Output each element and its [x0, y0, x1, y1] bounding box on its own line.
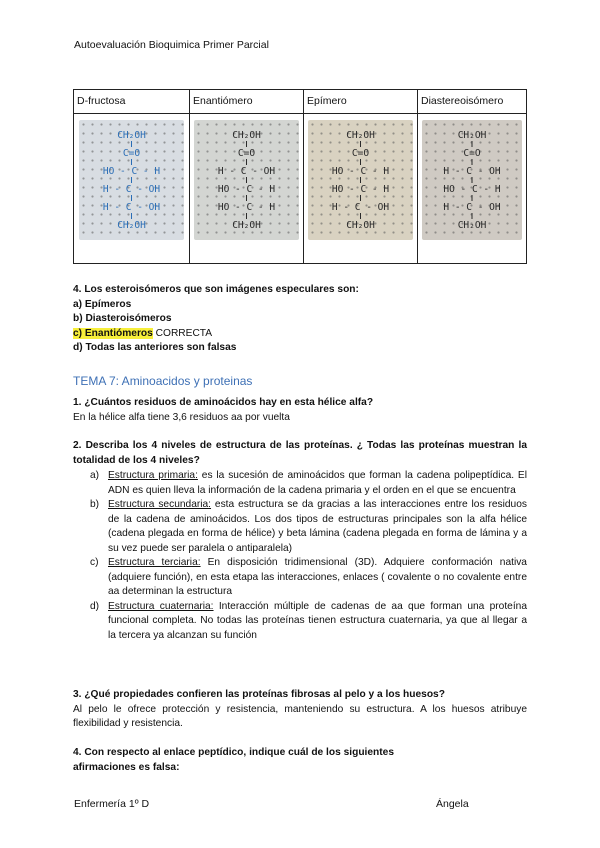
table-header-cell: Diastereoisómero — [418, 90, 527, 114]
structure-line: CH₂OH — [457, 130, 487, 141]
table-header-cell: Enantiómero — [190, 90, 304, 114]
structure-line: H - C - OH — [443, 202, 501, 213]
option-d: d) Todas las anteriores son falsas — [73, 342, 237, 353]
question-1 — [73, 396, 527, 425]
structure-line: HO - C - H — [217, 184, 276, 195]
table-image-cell — [418, 114, 527, 264]
diastereoisomer-structure-photo — [422, 120, 522, 240]
list-text: esta estructura se da gracias a las interacciones entre los residuos de la cadena de aminoácidos. Los dos tipos de estructuras principales son la alfa hélice (cadena plegada en forma de hélice) y beta lámina (cadena plegada en forma de lámina y a su vez puede ser paralela o antiparalela) — [108, 499, 527, 554]
structure-line: CH₂OH — [346, 130, 375, 141]
option-c: c) Enantiómeros — [73, 327, 153, 339]
structure-line: CH₂OH — [232, 130, 261, 141]
structure-line: CH₂OH — [457, 220, 487, 231]
list-marker: d) — [90, 600, 100, 612]
section-title: TEMA 7: Aminoacidos y proteinas — [73, 374, 253, 388]
list-term: Estructura primaria: — [108, 470, 198, 481]
list-term: Estructura cuaternaria: — [108, 600, 214, 612]
list-item — [90, 498, 527, 556]
question-text: 1. ¿Cuántos residuos de aminoácidos hay en esta hélice alfa? — [73, 397, 374, 408]
structure-line: HO - C - H — [102, 166, 161, 177]
structure-line: C=O — [351, 148, 370, 159]
list-text: Interacción múltiple de cadenas de aa que forman una proteína funcional completa. No todas las proteínas tienen estructura cuaternaria, ya que al llegar a la tercera ya alcanzan su función — [108, 600, 527, 641]
option-b: b) Diasteroisómeros — [73, 313, 172, 324]
table-image-cell — [74, 114, 190, 264]
list-text: es la sucesión de aminoácidos que forman la cadena polipeptídica. El ADN es quien lleva la información de la cadena primaria y el orden en el que se encuentra — [108, 470, 527, 496]
question-text-line: 4. Con respecto al enlace peptídico, indique cuál de los siguientes — [73, 747, 394, 758]
structure-line: CH₂OH — [232, 220, 261, 231]
table-image-cell — [304, 114, 418, 264]
question-text: 4. Los esteroisómeros que son imágenes especulares son: — [73, 284, 359, 295]
structure-line: H - C - OH — [102, 202, 161, 213]
list-item — [90, 469, 527, 498]
structure-drawing — [422, 120, 522, 240]
structure-levels-list — [90, 469, 527, 643]
isomer-table — [73, 89, 527, 264]
footer-course: Enfermería 1º D — [74, 798, 150, 810]
structure-line: H - C - OH — [102, 184, 161, 195]
structure-drawing — [79, 120, 184, 240]
correct-tag: CORRECTA — [152, 327, 213, 339]
structure-line: CH₂OH — [346, 220, 375, 231]
structure-line: CH₂OH — [117, 220, 146, 231]
table-image-cell — [190, 114, 304, 264]
list-term: Estructura terciaria: — [108, 557, 201, 568]
structure-line: HO - C - H — [443, 184, 501, 195]
structure-line: C=O — [463, 148, 481, 159]
list-marker: c) — [90, 557, 99, 568]
structure-line: H - C - OH — [217, 166, 276, 177]
structure-line: HO - C - H — [331, 184, 390, 195]
structure-line: H - C - OH — [443, 166, 501, 177]
list-item — [90, 600, 527, 644]
epimer-structure-photo — [308, 120, 413, 240]
structure-line: CH₂OH — [117, 130, 146, 141]
footer-author: Ángela — [436, 798, 469, 810]
list-marker: b) — [90, 499, 100, 510]
structure-line: HO - C - H — [217, 202, 276, 213]
list-text: En disposición tridimensional (3D). Adquiere conformación nativa (adquiere función), en esta etapa las interacciones, enlaces ( covalente o no covalente entre aa determinan la estructura — [108, 557, 527, 597]
list-term: Estructura secundaria: — [108, 499, 212, 510]
option-c-row — [73, 327, 527, 342]
option-a: a) Epímeros — [73, 298, 132, 310]
question-3 — [73, 688, 527, 732]
structure-line: C=O — [237, 148, 256, 159]
page-header: Autoevaluación Bioquimica Primer Parcial — [74, 39, 269, 51]
structure-line: C=O — [122, 148, 141, 159]
structure-line: H - C - OH — [331, 202, 390, 213]
enantiomer-structure-photo — [194, 120, 299, 240]
answer-text: En la hélice alfa tiene 3,6 residuos aa por vuelta — [73, 411, 290, 423]
question-4-peptide — [73, 746, 527, 775]
question-4-stereoisomers — [73, 283, 527, 356]
table-header-cell: D-fructosa — [74, 90, 190, 114]
structure-drawing — [194, 120, 299, 240]
question-text-line: afirmaciones es falsa: — [73, 761, 180, 773]
question-text: 3. ¿Qué propiedades confieren las proteínas fibrosas al pelo y a los huesos? — [73, 689, 445, 700]
structure-line: HO - C - H — [331, 166, 390, 177]
structure-drawing — [308, 120, 413, 240]
question-2-text: 2. Describa los 4 niveles de estructura de las proteínas. ¿ Todas las proteínas muestran la totalidad de los 4 niveles? — [73, 440, 527, 466]
fructose-structure-photo — [79, 120, 184, 240]
list-marker: a) — [90, 470, 100, 481]
list-item — [90, 556, 527, 600]
answer-text: Al pelo le ofrece protección y resistencia, manteniendo su estructura. A los huesos atribuye flexibilidad y resistencia. — [73, 703, 527, 729]
table-header-cell: Epímero — [304, 90, 418, 114]
